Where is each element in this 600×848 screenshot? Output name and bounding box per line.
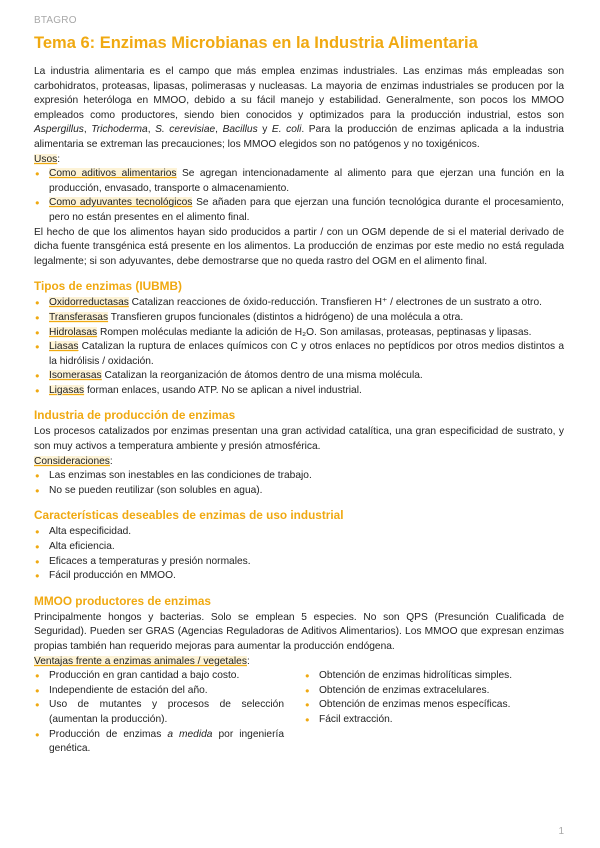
ventajas-label-line: Ventajas frente a enzimas animales / vegetales: [34, 655, 250, 667]
enzyme-class: Hidrolasas [49, 326, 98, 338]
document-body [34, 65, 564, 757]
list-item: ● Como adyuvantes tecnológicos Se añaden para que ejerzan una función tecnológica durante el procesamiento, pero no están presentes en el alimento final. [34, 196, 564, 225]
mmoo-paragraph: Principalmente hongos y bacterias. Solo se emplean 5 especies. No son QPS (Presunción Cualificada de Seguridad). Pueden ser GRAS (Agencias Reguladoras de Aditivos Alimentarios). Los MMOO que expresan enzimas propias también han requerido mejoras para aumentar la producción endógena. [34, 611, 564, 652]
enzyme-class: Transferasas [49, 311, 109, 323]
tipos-list [34, 296, 564, 398]
list-item: ● Fácil extracción. [304, 713, 564, 728]
list-item: ● Hidrolasas Rompen moléculas mediante la adición de H₂O. Son amilasas, proteasas, peptinasas y lipasas. [34, 326, 564, 341]
list-item: ● Ligasas forman enlaces, usando ATP. No se aplican a nivel industrial. [34, 384, 564, 399]
intro-paragraph: La industria alimentaria es el campo que más emplea enzimas industriales. Las enzimas más empleadas son carbohidratos, proteasas, lipasas, polimerasas y nucleasas. La mayoria de enzimas industriales se producen por la expresión heteróloga en MMOO, debido a su fácil manejo y estabilidad. Generalmente, son pocos los MMOO empleados como productores, siendo bien conocidos y optimizados para la producción industrial, estos son Aspergillus, Trichoderma, S. cerevisiae, Bacillus y E. coli. Para la producción de enzimas aplicada a la industria alimentaria se extreman las precauciones; los MMOO elegidos son no patógenos y no toxigénicos. [34, 66, 564, 150]
enzyme-class: Ligasas [49, 384, 85, 396]
page-title: Tema 6: Enzimas Microbianas en la Industria Alimentaria [34, 34, 478, 52]
list-item: ● Producción de enzimas a medida por ingeniería genética. [34, 728, 284, 757]
page-number: 1 [558, 826, 564, 837]
list-item: ● Fácil producción en MMOO. [34, 569, 564, 584]
list-item: ● Alta especificidad. [34, 525, 564, 540]
list-item: ● Como aditivos alimentarios Se agregan intencionadamente al alimento para que ejerzan una función en la producción, envasado, transporte o almacenamiento. [34, 167, 564, 196]
enzyme-class: Oxidorreductasas [49, 297, 129, 309]
list-item: ● Alta eficiencia. [34, 540, 564, 555]
section-heading-industria: Industria de producción de enzimas [34, 408, 236, 423]
list-item: ● Eficaces a temperaturas y presión normales. [34, 555, 564, 570]
usos-list [34, 167, 564, 225]
usos-closing: El hecho de que los alimentos hayan sido producidos a partir / con un OGM depende de si el material derivado de dicha fuente transgénica está presente en los alimentos. La producción de enzimas por este medio no está regulada legalmente; si son adyuvantes, debe demostrarse que no queda rastro del OGM en el alimento final. [34, 226, 564, 267]
enzyme-class: Liasas [49, 341, 79, 353]
species-name: Aspergillus [34, 124, 84, 136]
species-name: E. coli [271, 124, 302, 136]
species-name: S. cerevisiae [155, 124, 216, 136]
ventajas-columns [34, 669, 564, 757]
list-item: ● Transferasas Transfieren grupos funcionales (distintos a hidrógeno) de una molécula a otra. [34, 311, 564, 326]
list-item: ● No se pueden reutilizar (son solubles en agua). [34, 484, 564, 499]
list-item: ● Obtención de enzimas extracelulares. [304, 684, 564, 699]
course-label: BTAGRO [34, 15, 77, 26]
list-item: ● Independiente de estación del año. [34, 684, 284, 699]
usos-term: Como adyuvantes tecnológicos [49, 197, 193, 209]
list-item: ● Obtención de enzimas menos específicas. [304, 698, 564, 713]
enzyme-class: Isomerasas [49, 370, 102, 382]
list-item: ● Uso de mutantes y procesos de selección (aumentan la producción). [34, 698, 284, 727]
list-item: ● Producción en gran cantidad a bajo costo. [34, 669, 284, 684]
ventajas-label: Ventajas frente a enzimas animales / vegetales [34, 655, 247, 667]
usos-label-line: Usos: [34, 153, 61, 165]
usos-term: Como aditivos alimentarios [49, 168, 177, 180]
usos-label: Usos [34, 153, 58, 165]
consideraciones-list [34, 469, 564, 498]
section-heading-caracteristicas: Características deseables de enzimas de uso industrial [34, 508, 344, 523]
list-item: ● Liasas Catalizan la ruptura de enlaces químicos con C y otros enlaces no peptídicos por otros medios distintos a la hidrólisis / oxidación. [34, 340, 564, 369]
section-heading-mmoo: MMOO productores de enzimas [34, 593, 211, 608]
ventajas-list-right [304, 669, 564, 757]
species-name: Trichoderma [91, 124, 148, 136]
caracteristicas-list [34, 525, 564, 583]
list-item: ● Las enzimas son inestables en las condiciones de trabajo. [34, 469, 564, 484]
species-name: Bacillus [222, 124, 258, 136]
ventajas-list-left [34, 669, 284, 757]
industria-paragraph: Los procesos catalizados por enzimas presentan una gran actividad catalítica, una gran especificidad de sustrato, y son muy activos a temperatura ambiente y presión atmosférica. [34, 426, 564, 453]
consideraciones-label-line: Consideraciones: [34, 455, 113, 467]
consideraciones-label: Consideraciones [34, 455, 110, 467]
section-heading-tipos: Tipos de enzimas (IUBMB) [34, 279, 182, 294]
list-item: ● Oxidorreductasas Catalizan reacciones de óxido-reducción. Transfieren H⁺ / electrones de un sustrato a otro. [34, 296, 564, 311]
list-item: ● Obtención de enzimas hidrolíticas simples. [304, 669, 564, 684]
list-item: ● Isomerasas Catalizan la reorganización de átomos dentro de una misma molécula. [34, 369, 564, 384]
